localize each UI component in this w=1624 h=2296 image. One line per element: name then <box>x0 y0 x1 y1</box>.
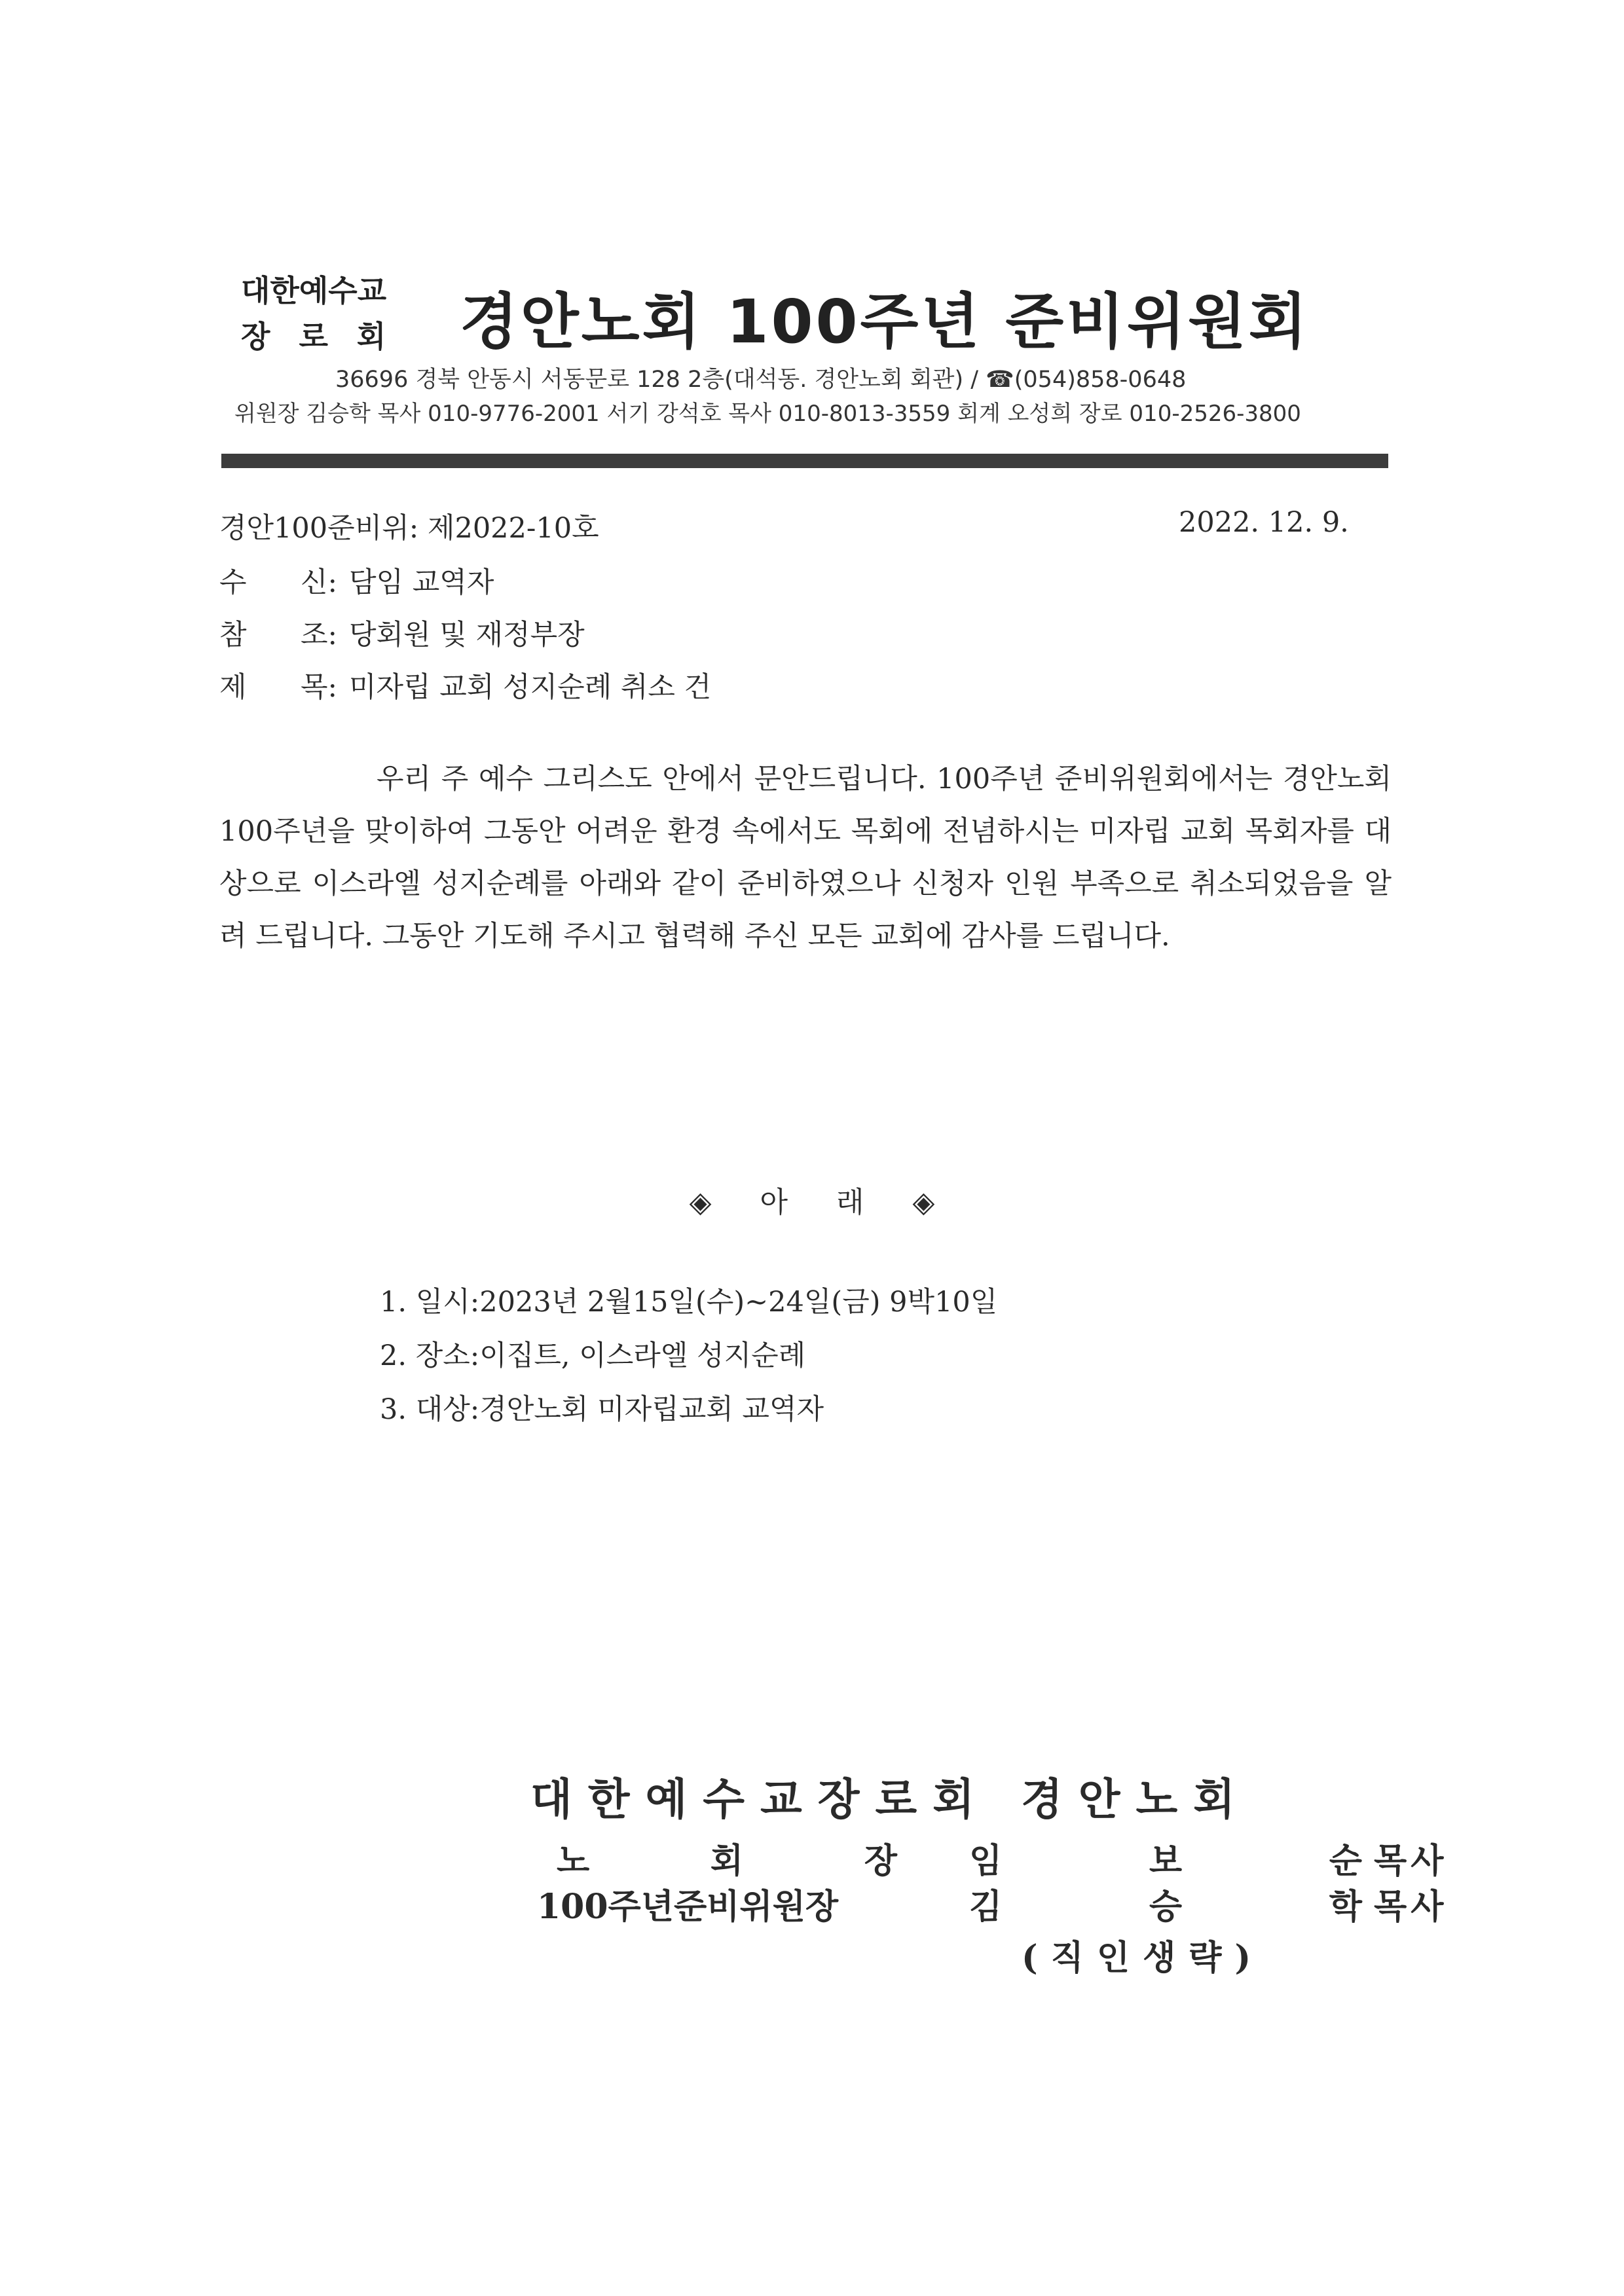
moderator-name: 임 보 순 <box>969 1841 1362 1881</box>
chair-name: 김 승 학 <box>969 1887 1362 1927</box>
moderator-title: 노 회 장 <box>557 1841 897 1881</box>
recipient-value: 담임 교역자 <box>349 566 494 599</box>
list-item: 3. 대상:경안노회 미자립교회 교역자 <box>380 1393 824 1426</box>
cc-row <box>219 613 585 653</box>
signature-row-chair <box>537 1879 1447 1928</box>
org-name-line1: 대한예수교 <box>241 273 387 308</box>
header-address: 36696 경북 안동시 서동문로 128 2층(대석동. 경안노회 회관) / ☎(054)858-0648 <box>335 367 1187 393</box>
committee-title: 경안노회 100주년 준비위원회 <box>460 287 1310 357</box>
signature-row-moderator <box>557 1833 1447 1882</box>
list-item: 2. 장소:이집트, 이스라엘 성지순례 <box>380 1339 806 1372</box>
subject-label: 제 목: <box>219 671 337 704</box>
recipient-row <box>219 560 494 600</box>
subject-row <box>219 665 711 705</box>
cc-value: 당회원 및 재정부장 <box>349 619 585 651</box>
chair-suffix: 목사 <box>1374 1887 1448 1927</box>
signature-org: 대한예수교장로회 경안노회 <box>530 1774 1251 1825</box>
list-item: 1. 일시:2023년 2월15일(수)~24일(금) 9박10일 <box>380 1286 998 1319</box>
body-paragraph: 우리 주 예수 그리스도 안에서 문안드립니다. 100주년 준비위원회에서는 경안노회 100주년을 맞이하여 그동안 어려운 환경 속에서도 목회에 전념하시는 미자립 교회 목회자를 대상으로 이스라엘 성지순례를 아래와 같이 준비하였으나 신청자 인원 부족으로 취소되었음을 알려 드립니다. 그동안 기도해 주시고 협력해 주신 모든 교회에 감사를 드립니다. <box>219 763 1392 953</box>
notice-heading: ◈ 아 래 ◈ <box>689 1186 935 1219</box>
chair-title: 100주년준비위원장 <box>537 1887 839 1927</box>
recipient-label: 수 신: <box>219 566 337 599</box>
moderator-suffix: 목사 <box>1374 1841 1448 1881</box>
subject-value: 미자립 교회 성지순례 취소 건 <box>349 671 712 704</box>
seal-omitted-note: (직인생략) <box>1022 1938 1264 1978</box>
header-contacts: 위원장 김승학 목사 010-9776-2001 서기 강석호 목사 010-8013-3559 회계 오성희 장로 010-2526-3800 <box>234 401 1301 427</box>
org-name-line2: 장 로 회 <box>241 319 396 354</box>
cc-label: 참 조: <box>219 619 337 651</box>
notice-items <box>380 1280 997 1441</box>
header-divider <box>221 454 1388 468</box>
document-number: 경안100준비위: 제2022-10호 <box>219 512 599 545</box>
document-date: 2022. 12. 9. <box>1179 506 1349 539</box>
